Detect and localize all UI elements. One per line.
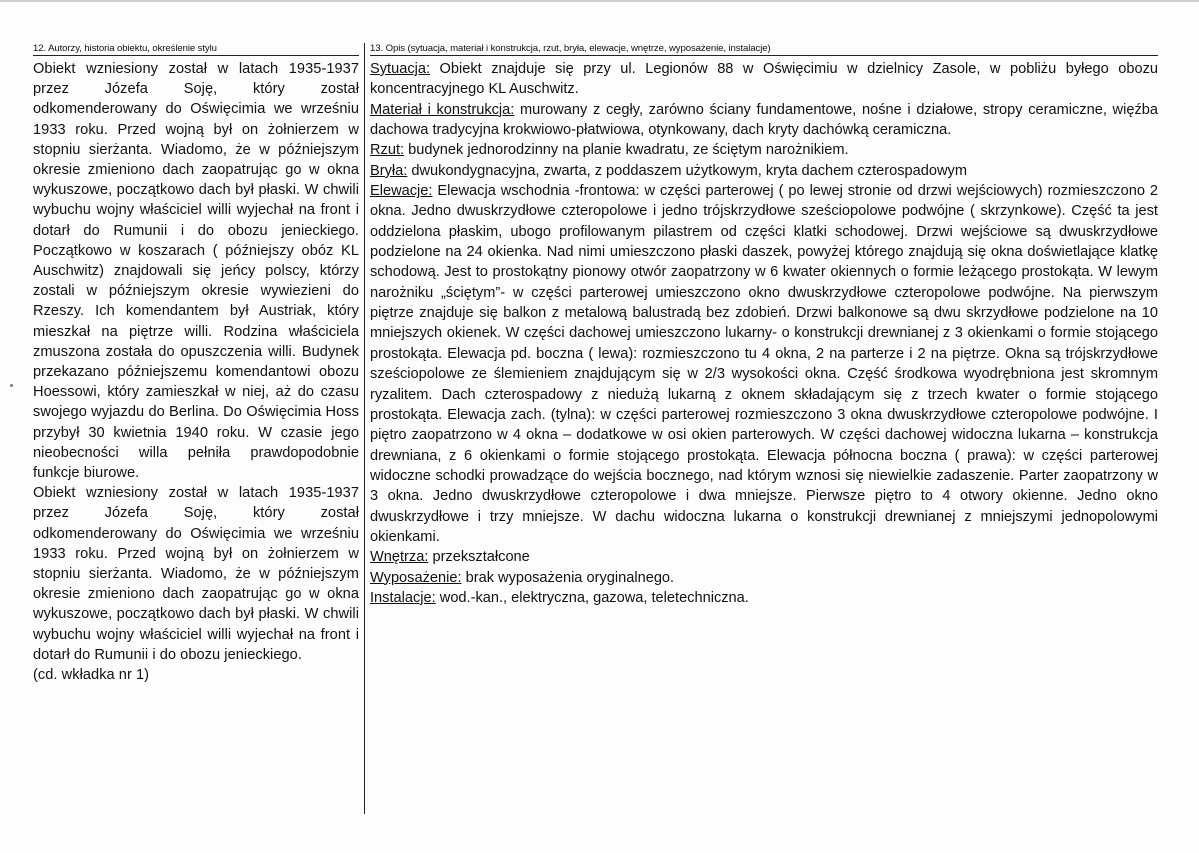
history-paragraph-2: Obiekt wzniesiony został w latach 1935-1937 przez Józefa Soję, który został odkomenderowany do Oświęcimia we wrześniu 1933 roku. Przed wojną był on żołnierzem w stopniu sierżanta. Wiadomo, że w późniejszym okresie zmieniono dach zaopatrując go w okna wykuszowe, początkowo dach był płaski. W chwili wybuchu wojny właściciel willi wyjechał na front i dotarł do Rumunii i do obozu jenieckiego. [33,485,359,663]
section-label: Wnętrza: [370,549,429,566]
section-body: murowany z cegły, zarówno ściany fundamentowe, nośne i działowe, stropy ceramiczne, więźba dachowa tradycyjna krokwiowo-płatwiowa, otynkowany, dach kryty dachówką ceramiczna. [370,101,1158,139]
section-label: Rzut: [370,142,405,159]
description-text [370,59,1158,608]
history-field-label: 12. Autorzy, historia obiektu, określenie stylu [33,43,359,56]
column-divider [364,43,365,814]
scan-speck [10,384,13,387]
section-label: Elewacje: [370,183,433,200]
section-label: Bryła: [370,162,408,179]
history-text [33,59,359,685]
section-sytuacja [370,59,1158,100]
section-instalacje [370,588,1158,608]
section-label: Wyposażenie: [370,569,462,586]
section-rzut [370,140,1158,160]
section-label: Sytuacja: [370,61,431,77]
section-body: brak wyposażenia oryginalnego. [465,569,675,586]
section-body: budynek jednorodzinny na planie kwadratu, ze ściętym narożnikiem. [408,142,849,159]
section-body: Obiekt znajduje się przy ul. Legionów 88 w Oświęcimiu w dzielnicy Zasole, w pobliżu byłego obozu koncentracyjnego KL Auschwitz. [370,61,1158,98]
description-column [370,43,1158,823]
section-wyposazenie [370,568,1158,588]
section-body: przekształcone [432,549,530,566]
section-body: dwukondygnacyjna, zwarta, z poddaszem użytkowym, kryta dachem czterospadowym [411,162,967,179]
section-wnetrza [370,547,1158,567]
section-body: Elewacja wschodnia -frontowa: w części parterowej ( po lewej stronie od drzwi wejściowych) rozmieszczono 2 okna. Jedno dwuskrzydłowe czteropolowe i jedno trójskrzydłowe sześciopolowe podwójne ( skrzynkowe). Część ta jest oddzielona płaskim, ubogo profilowanym pilastrem od części klatki schodowej. Drzwi wejściowe są dwuskrzydłowe podzielone na 24 okienka. Nad nimi umieszczono płaski daszek, powyżej którego znajdują się okna doświetlające klatkę schodową. Jest to prostokątny pionowy otwór zaopatrzony w 6 kwater okiennych o formie leżącego prostokąta. W lewym narożniku „ściętym”- w części parterowej umieszczono okno dwuskrzydłowe czteropolowe podwójne. Na pierwszym piętrze znajduje się balkon z metalową balustradą bez zdobień. Drzwi balkonowe są dwu skrzydłowe podzielone na 10 mniejszych okienek. W części dachowej umieszczono lukarny- o konstrukcji drewnianej z 3 okienkami o formie stojącego prostokąta. Elewacja pd. boczna ( lewa): rozmieszczono tu 4 okna, 2 na parterze i 2 na piętrze. Okna są trójskrzydłowe sześciopolowe ze ślemieniem znajdującym się w 2/3 wysokości okna. Część środkowa wyodrębniona jest skromnym ryzalitem. Dach czterospadowy z niedużą lukarną z oknem składającym się z trzech kwater o formie stojącego prostokąta. Elewacja zach. (tylna): w części parterowej rozmieszczono 3 okna dwuskrzydłowe czteropolowe podwójne. I piętro zaopatrzono w 4 okna – dodatkowe w osi okien parterowych. W części dachowej widoczna lukarna – konstrukcja drewniana, z 6 okienkami o formie stojącego prostokąta. Elewacja północna boczna ( prawa): w części parterowej widoczne schodki prowadzące do wejścia bocznego, nad którym wznosi się niewielkie zadaszenie. Parter zaopatrzony w 3 okna. Jedno dwuskrzydłowe czteropolowe i dwa mniejsze. Pierwsze piętro to 4 otwory okienne. Jedno okno dwuskrzydłowe i trzy mniejsze. W dachu widoczna lukarna o konstrukcji drewnianej z mniejszymi jednopolowymi okienkami. [370,183,1158,545]
section-bryla [370,161,1158,181]
section-label: Instalacje: [370,589,436,606]
continuation-note: (cd. wkładka nr 1) [33,667,150,684]
history-paragraph-1: Obiekt wzniesiony został w latach 1935-1937 przez Józefa Soję, który został odkomenderowany do Oświęcimia we wrześniu 1933 roku. Przed wojną był on żołnierzem w stopniu sierżanta. Wiadomo, że w późniejszym okresie zmieniono dach zaopatrując go w okna wykuszowe, początkowo dach był płaski. W chwili wybuchu wojny właściciel willi wyjechał na front i dotarł do Rumunii i do obozu jenieckiego. Początkowo w koszarach ( późniejszy obóz KL Auschwitz) znajdowali się jeńcy polscy, którzy zostali w późniejszym okresie wywiezieni do Rzeszy. Ich komendantem był Austriak, który mieszkał na piętrze willi. Rodzina właściciela zmuszona została do opuszczenia willi. Budynek przekazano późniejszemu komendantowi obozu Hoessowi, który zamieszkał w niej, aż do czasu swojego wyjazdu do Berlina. Do Oświęcimia Hoss przybył 30 kwietnia 1940 roku. W czasie jego nieobecności willa pełniła prawdopodobnie funkcje biurowe. [33,61,359,482]
history-column [33,43,359,823]
top-edge-rule [0,0,1199,2]
description-field-label: 13. Opis (sytuacja, materiał i konstrukcja, rzut, bryła, elewacje, wnętrze, wyposażenie, instalacje) [370,43,1158,56]
section-label: Materiał i konstrukcja: [370,101,515,118]
section-body: wod.-kan., elektryczna, gazowa, teletechniczna. [439,589,749,606]
section-material [370,100,1158,141]
section-elewacje [370,181,1158,547]
